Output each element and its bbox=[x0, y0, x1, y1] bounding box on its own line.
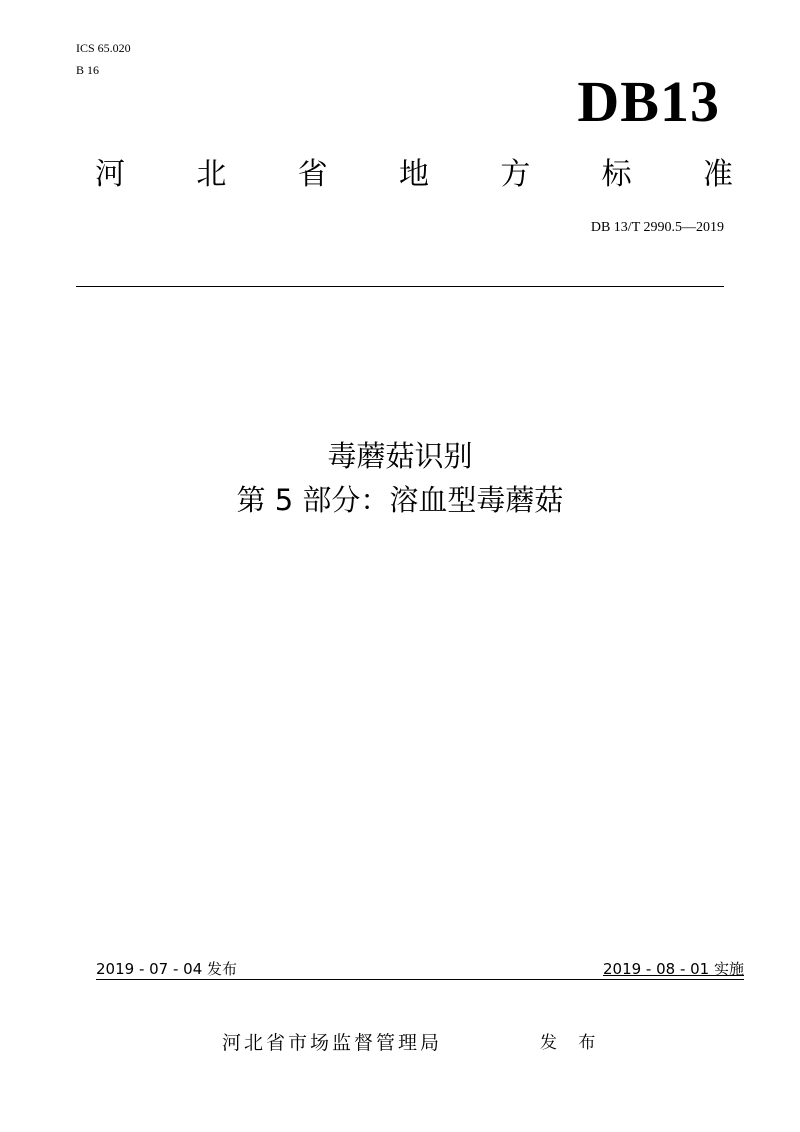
standard-type-char: 河 bbox=[95, 157, 125, 192]
standard-type-char: 方 bbox=[500, 157, 531, 192]
implementation-date: 2019 - 08 - 01 实施 bbox=[602, 960, 744, 978]
ccs-code: B 16 bbox=[76, 63, 100, 77]
standard-logo: DB13 bbox=[577, 69, 720, 134]
standard-type-heading bbox=[95, 153, 733, 197]
ics-code: ICS 65.020 bbox=[76, 41, 131, 55]
standard-type-char: 地 bbox=[398, 157, 429, 192]
standard-type-char: 准 bbox=[702, 157, 733, 192]
standard-number: DB 13/T 2990.5—2019 bbox=[590, 220, 724, 235]
footer-divider bbox=[96, 979, 744, 980]
issue-date: 2019 - 07 - 04 发布 bbox=[96, 960, 238, 978]
document-subtitle: 第 5 部分：溶血型毒蘑菇 bbox=[236, 483, 564, 517]
standard-type-char: 省 bbox=[297, 157, 328, 192]
standard-type-char: 标 bbox=[601, 157, 632, 192]
publisher-name: 河北省市场监督管理局 bbox=[222, 1032, 443, 1054]
standard-type-char: 北 bbox=[196, 157, 227, 192]
header-divider bbox=[76, 286, 724, 287]
document-title: 毒蘑菇识别 bbox=[327, 439, 473, 473]
publish-label: 发 布 bbox=[540, 1033, 604, 1053]
